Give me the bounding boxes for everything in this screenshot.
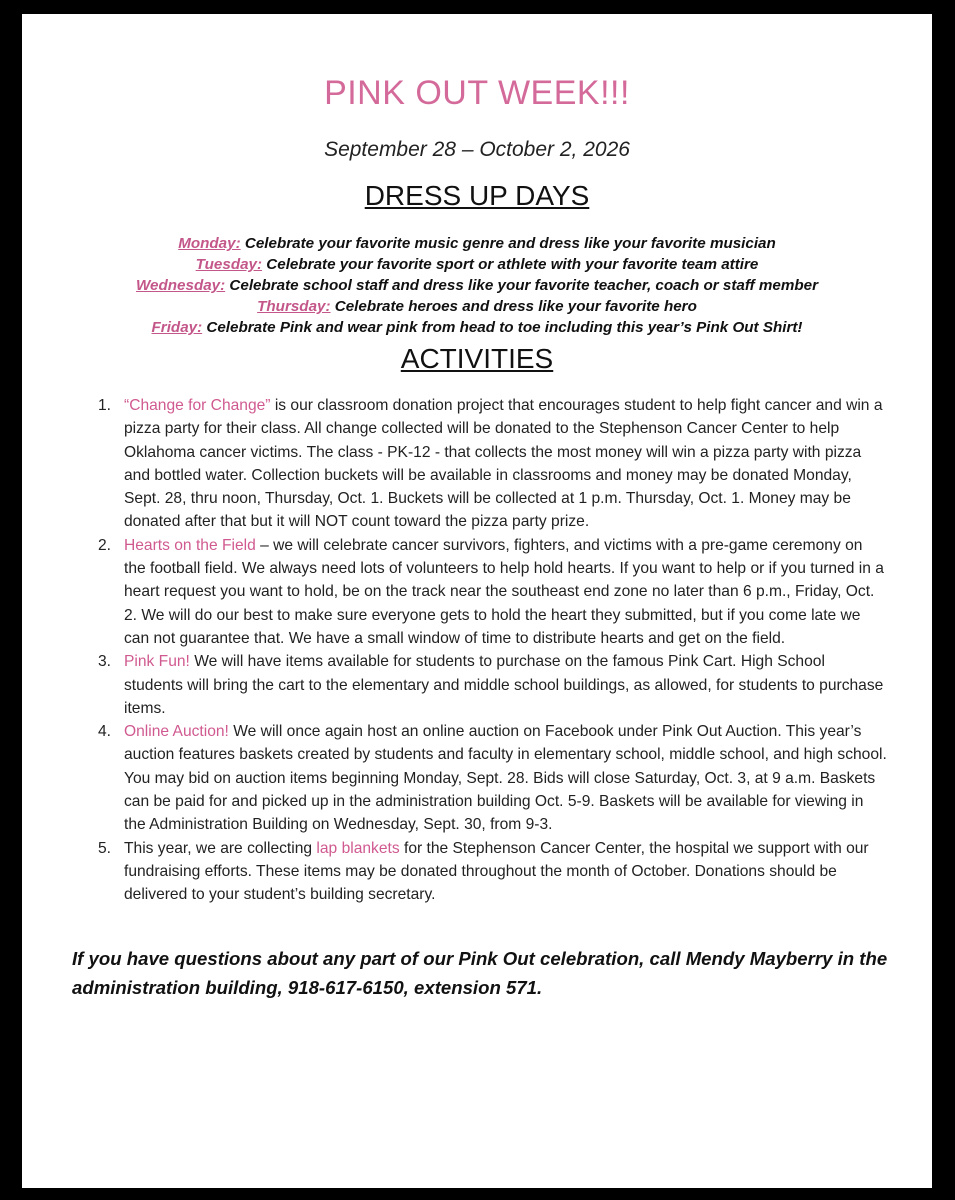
activity-text: We will once again host an online auction on Facebook under Pink Out Auction. This year’s auction features baskets created by students and faculty in elementary school, middle school, and high school. You may bid on auction items beginning Monday, Sept. 28. Bids will close Saturday, Oct. 3, at 9 a.m. Baskets can be paid for and picked up in the administration building Oct. 5-9. Baskets will be available for viewing in the Administration Building on Wednesday, Sept. 30, from 9-3. xyxy=(124,723,887,834)
activity-item xyxy=(86,534,888,650)
activity-text: – we will celebrate cancer survivors, fighters, and victims with a pre-game ceremony on the football field. We always need lots of volunteers to help hold hearts. If you want to help or if you turned in a heart request you want to hold, be on the track near the southeast end zone no later than 6 p.m., Friday, Oct. 2. We will do our best to make sure everyone gets to hold the heart they submitted, but if you come late we can not guarantee that. We have a small window of time to distribute hearts and get on the field. xyxy=(124,536,884,647)
activity-item xyxy=(86,720,888,836)
activity-number: 1. xyxy=(98,397,112,414)
event-dates: September 28 – October 2, 2026 xyxy=(324,138,630,161)
activity-number: 3. xyxy=(98,653,112,671)
dress-up-day xyxy=(22,233,932,254)
dress-up-day xyxy=(22,254,932,275)
activity-text: is our classroom donation project that encourages student to help fight cancer and win a pizza party for their class. All change collected will be donated to the Stephenson Cancer Center to help Oklahoma cancer victims. The class - PK-12 - that collects the most money will win a pizza party with pizza and bottled water. Collection buckets will be available in classrooms and money may be donated Monday, Sept. 28, thru noon, Thursday, Oct. 1. Buckets will be collected at 1 p.m. Thursday, Oct. 1. Money may be donated after that but it will NOT count toward the pizza party prize. xyxy=(124,397,883,531)
activity-highlight: “Change for Change” xyxy=(124,397,271,414)
activity-item xyxy=(86,650,888,720)
flyer-page xyxy=(22,14,932,1188)
activity-highlight: Online Auction! xyxy=(124,723,229,741)
activity-number: 5. xyxy=(98,839,112,857)
activity-highlight: Hearts on the Field xyxy=(124,536,256,554)
activities-heading: ACTIVITIES xyxy=(400,343,554,374)
activities-list xyxy=(86,394,888,907)
activity-highlight: lap blankets xyxy=(316,839,400,857)
day-description: Celebrate your favorite music genre and dress like your favorite musician xyxy=(244,235,776,252)
dress-up-days-list xyxy=(22,233,932,338)
activity-intro: This year, we are collecting xyxy=(124,839,317,857)
contact-note: If you have questions about any part of our Pink Out celebration, call Mendy Mayberry in the administration building, 918-617-6150, extension 571. xyxy=(72,948,888,998)
activity-number: 4. xyxy=(98,723,112,741)
day-description: Celebrate school staff and dress like your favorite teacher, coach or staff member xyxy=(229,277,819,294)
activity-item xyxy=(86,394,888,534)
activity-item xyxy=(86,837,888,907)
activity-number: 2. xyxy=(98,536,112,554)
activity-text: We will have items available for students to purchase on the famous Pink Cart. High School students will bring the cart to the elementary and middle school buildings, as allowed, for students to purchase items. xyxy=(124,653,884,717)
day-name: Thursday: xyxy=(257,298,331,315)
day-name: Tuesday: xyxy=(195,256,263,273)
dress-up-heading: DRESS UP DAYS xyxy=(364,180,590,211)
page-title: PINK OUT WEEK!!! xyxy=(324,74,630,112)
day-name: Friday: xyxy=(151,319,203,336)
day-name: Monday: xyxy=(178,235,241,252)
day-name: Wednesday: xyxy=(135,277,226,294)
dress-up-day xyxy=(22,296,932,317)
dress-up-day xyxy=(22,317,932,338)
day-description: Celebrate heroes and dress like your favorite hero xyxy=(334,298,697,315)
day-description: Celebrate your favorite sport or athlete with your favorite team attire xyxy=(266,256,759,273)
activity-highlight: Pink Fun! xyxy=(124,653,190,671)
activity-text: for the Stephenson Cancer Center, the hospital we support with our fundraising efforts. These items may be donated throughout the month of October. Donations should be delivered to your student’s building secretary. xyxy=(124,839,869,904)
day-description: Celebrate Pink and wear pink from head to toe including this year’s Pink Out Shirt! xyxy=(206,319,803,336)
dress-up-day xyxy=(22,275,932,296)
